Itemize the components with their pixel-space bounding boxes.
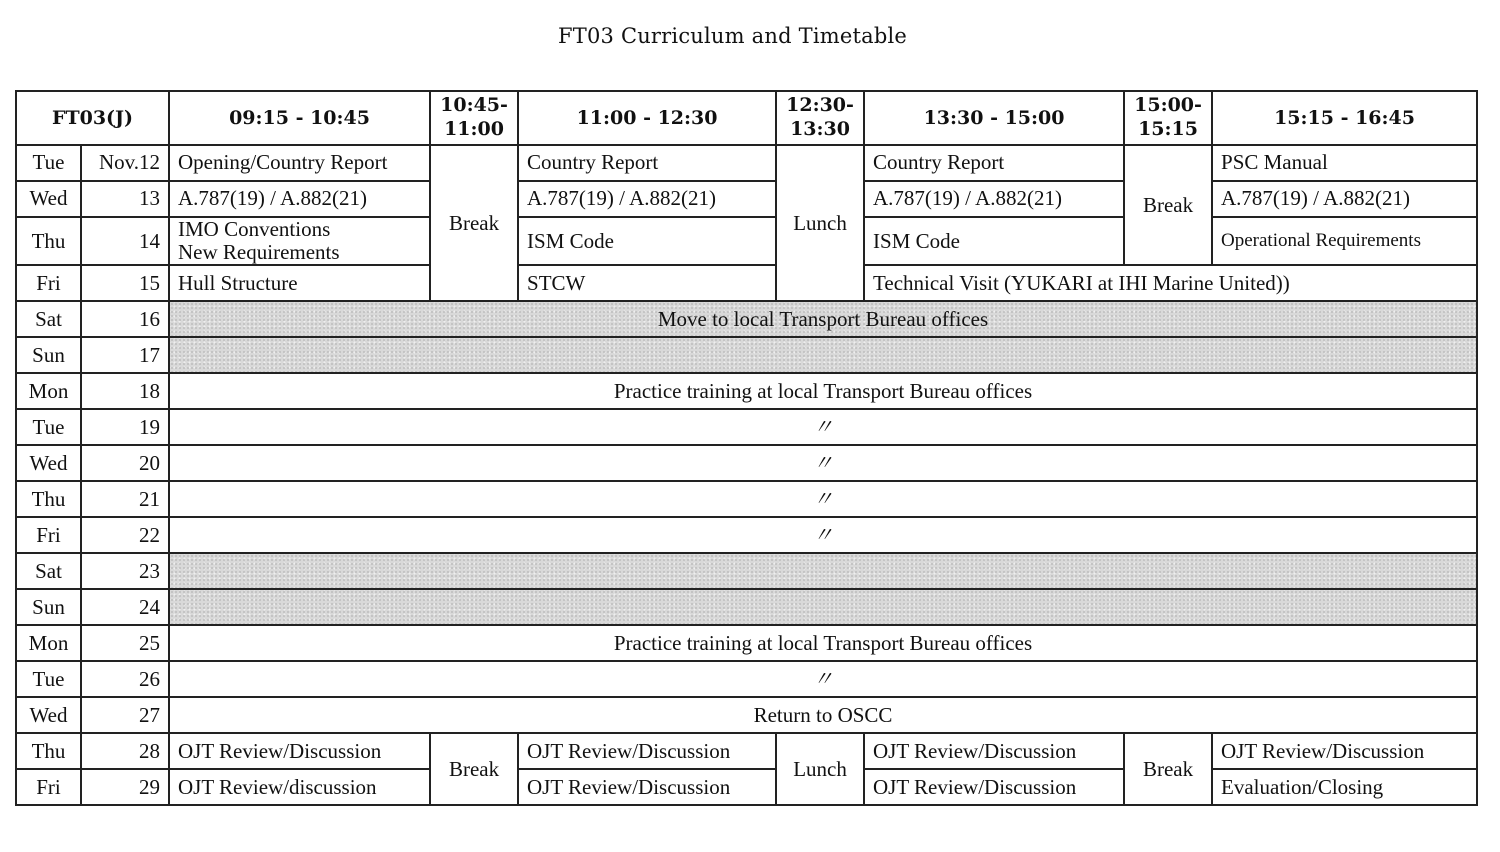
session-cell: ISM Code <box>518 217 776 265</box>
date-cell: 22 <box>81 517 169 553</box>
ditto-cell: 〃 <box>169 481 1477 517</box>
table-row <box>16 265 1477 301</box>
table-row <box>16 625 1477 661</box>
day-cell: Wed <box>16 697 81 733</box>
table-row <box>16 145 1477 181</box>
session-cell: OJT Review/Discussion <box>1212 733 1477 769</box>
table-row <box>16 733 1477 769</box>
header-break-2: 15:00- 15:15 <box>1124 91 1212 145</box>
day-cell: Sun <box>16 589 81 625</box>
session-cell: OJT Review/Discussion <box>864 769 1124 805</box>
header-slot-1: 09:15 - 10:45 <box>169 91 430 145</box>
table-row <box>16 217 1477 265</box>
date-cell: 20 <box>81 445 169 481</box>
session-cell: OJT Review/Discussion <box>864 733 1124 769</box>
day-cell: Tue <box>16 409 81 445</box>
session-cell: Evaluation/Closing <box>1212 769 1477 805</box>
date-cell: 26 <box>81 661 169 697</box>
day-cell: Wed <box>16 445 81 481</box>
date-cell: 27 <box>81 697 169 733</box>
break-cell: Break <box>1124 145 1212 265</box>
table-row <box>16 181 1477 217</box>
day-cell: Tue <box>16 145 81 181</box>
session-cell: STCW <box>518 265 776 301</box>
session-cell: Hull Structure <box>169 265 430 301</box>
session-cell: A.787(19) / A.882(21) <box>518 181 776 217</box>
table-row <box>16 445 1477 481</box>
header-lunch: 12:30- 13:30 <box>776 91 864 145</box>
date-cell: 18 <box>81 373 169 409</box>
session-cell: Country Report <box>518 145 776 181</box>
day-cell: Thu <box>16 481 81 517</box>
day-cell: Fri <box>16 517 81 553</box>
session-cell: A.787(19) / A.882(21) <box>864 181 1124 217</box>
lunch-cell: Lunch <box>776 145 864 301</box>
header-break-1: 10:45- 11:00 <box>430 91 518 145</box>
date-cell: 23 <box>81 553 169 589</box>
day-cell: Thu <box>16 217 81 265</box>
activity-cell: Practice training at local Transport Bureau offices <box>169 625 1477 661</box>
date-cell: 19 <box>81 409 169 445</box>
session-cell: A.787(19) / A.882(21) <box>169 181 430 217</box>
header-course: FT03(J) <box>16 91 169 145</box>
session-cell: IMO Conventions New Requirements <box>169 217 430 265</box>
ditto-cell: 〃 <box>169 517 1477 553</box>
day-cell: Fri <box>16 265 81 301</box>
session-cell: OJT Review/Discussion <box>169 733 430 769</box>
day-cell: Mon <box>16 625 81 661</box>
ditto-cell: 〃 <box>169 661 1477 697</box>
session-cell: OJT Review/discussion <box>169 769 430 805</box>
ditto-cell: 〃 <box>169 445 1477 481</box>
ditto-cell: 〃 <box>169 409 1477 445</box>
activity-cell: Practice training at local Transport Bureau offices <box>169 373 1477 409</box>
date-cell: 29 <box>81 769 169 805</box>
date-cell: 24 <box>81 589 169 625</box>
header-row <box>16 91 1477 145</box>
day-cell: Thu <box>16 733 81 769</box>
session-cell: PSC Manual <box>1212 145 1477 181</box>
day-cell: Sun <box>16 337 81 373</box>
header-slot-3: 13:30 - 15:00 <box>864 91 1124 145</box>
day-cell: Tue <box>16 661 81 697</box>
session-cell: ISM Code <box>864 217 1124 265</box>
table-row <box>16 553 1477 589</box>
break-cell: Break <box>430 733 518 805</box>
date-cell: 16 <box>81 301 169 337</box>
day-cell: Mon <box>16 373 81 409</box>
date-cell: 15 <box>81 265 169 301</box>
break-cell: Break <box>430 145 518 301</box>
date-cell: 25 <box>81 625 169 661</box>
activity-cell: Return to OSCC <box>169 697 1477 733</box>
table-row <box>16 661 1477 697</box>
day-cell: Wed <box>16 181 81 217</box>
table-row <box>16 337 1477 373</box>
weekend-cell <box>169 589 1477 625</box>
technical-visit-cell: Technical Visit (YUKARI at IHI Marine United)) <box>864 265 1477 301</box>
date-cell: 21 <box>81 481 169 517</box>
weekend-cell <box>169 337 1477 373</box>
date-cell: 28 <box>81 733 169 769</box>
session-cell: A.787(19) / A.882(21) <box>1212 181 1477 217</box>
weekend-cell: Move to local Transport Bureau offices <box>169 301 1477 337</box>
session-cell: Operational Requirements <box>1212 217 1477 265</box>
page-title: FT03 Curriculum and Timetable <box>557 24 908 48</box>
session-cell: OJT Review/Discussion <box>518 733 776 769</box>
table-row <box>16 697 1477 733</box>
session-cell: Opening/Country Report <box>169 145 430 181</box>
session-cell: OJT Review/Discussion <box>518 769 776 805</box>
table-row <box>16 301 1477 337</box>
day-cell: Sat <box>16 553 81 589</box>
table-row <box>16 373 1477 409</box>
table-row <box>16 769 1477 805</box>
lunch-cell: Lunch <box>776 733 864 805</box>
table-row <box>16 409 1477 445</box>
table-row <box>16 517 1477 553</box>
weekend-cell <box>169 553 1477 589</box>
date-cell: 17 <box>81 337 169 373</box>
session-cell: Country Report <box>864 145 1124 181</box>
date-cell: 13 <box>81 181 169 217</box>
day-cell: Sat <box>16 301 81 337</box>
header-slot-2: 11:00 - 12:30 <box>518 91 776 145</box>
table-row <box>16 589 1477 625</box>
date-cell: Nov.12 <box>81 145 169 181</box>
timetable <box>15 90 1478 806</box>
header-slot-4: 15:15 - 16:45 <box>1212 91 1477 145</box>
date-cell: 14 <box>81 217 169 265</box>
table-row <box>16 481 1477 517</box>
day-cell: Fri <box>16 769 81 805</box>
break-cell: Break <box>1124 733 1212 805</box>
